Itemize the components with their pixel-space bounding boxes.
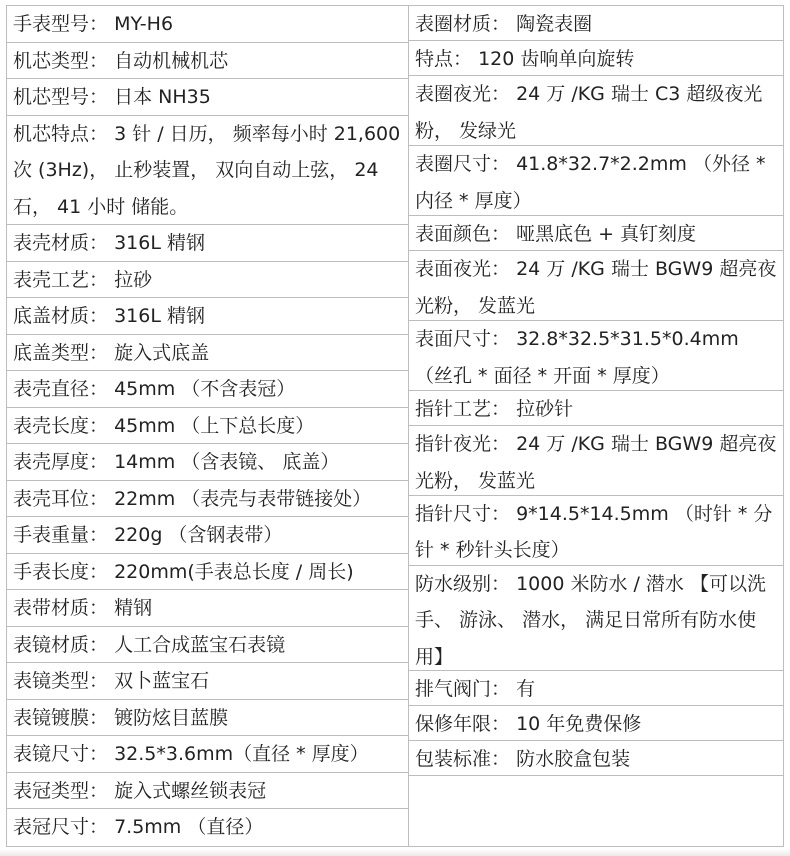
spec-value: 220mm(手表总长度 / 周长) (114, 560, 354, 583)
spec-row (409, 41, 783, 76)
spec-row (7, 43, 408, 80)
spec-value: 45mm （上下总长度） (114, 414, 315, 437)
spec-key: 保修年限： (415, 712, 511, 735)
spec-key: 表带材质： (13, 597, 109, 620)
spec-key: 手表重量： (13, 524, 109, 547)
spec-value: 14mm （含表镜、 底盖） (114, 451, 340, 474)
spec-value: 精钢 (114, 597, 153, 620)
spec-key: 指针工艺： (415, 397, 511, 420)
spec-key: 机芯型号： (13, 86, 109, 109)
spec-row (7, 79, 408, 116)
spec-key: 表壳材质： (13, 232, 109, 255)
spec-value: 32.5*3.6mm（直径 * 厚度） (114, 743, 369, 766)
spec-value: 双卜蓝宝石 (114, 670, 210, 693)
spec-key: 表冠类型： (13, 779, 109, 802)
spec-value: MY-H6 (114, 13, 174, 35)
spec-value: 32.8*32.5*31.5*0.4mm （丝孔 * 面径 * 开面 * 厚度） (415, 328, 739, 387)
spec-value: 陶瓷表圈 (516, 13, 593, 35)
spec-row (7, 116, 408, 226)
spec-value: 1000 米防水 / 潜水 【可以洗手、 游泳、 潜水， 满足日常所有防水使用】 (415, 572, 766, 668)
spec-key: 表壳耳位： (13, 487, 109, 510)
spec-row (7, 225, 408, 262)
spec-value: 镀防炫目蓝膜 (114, 706, 229, 729)
spec-value: 45mm （不含表冠） (114, 378, 296, 401)
spec-value: 拉砂 (114, 268, 153, 291)
spec-key: 表圈材质： (415, 13, 511, 35)
spec-key: 指针尺寸： (415, 502, 511, 525)
spec-key: 表圈夜光： (415, 83, 511, 106)
spec-value: 旋入式底盖 (114, 341, 210, 364)
spec-row (409, 426, 783, 496)
spec-value: 10 年免费保修 (516, 712, 642, 735)
spec-key: 底盖类型： (13, 341, 109, 364)
spec-key: 包装标准： (415, 747, 511, 770)
spec-value: 旋入式螺丝锁表冠 (114, 779, 267, 802)
spec-key: 表冠尺寸： (13, 816, 109, 839)
spec-value: 24 万 /KG 瑞士 BGW9 超亮夜光粉， 发蓝光 (415, 258, 777, 317)
spec-value: 41.8*32.7*2.2mm （外径 * 内径 * 厚度） (415, 153, 766, 212)
spec-key: 底盖材质： (13, 305, 109, 328)
spec-key: 表镜尺寸： (13, 743, 109, 766)
spec-row (7, 6, 408, 43)
spec-row (7, 590, 408, 627)
spec-key: 表壳工艺： (13, 268, 109, 291)
spec-row (409, 216, 783, 251)
spec-key: 机芯类型： (13, 49, 109, 72)
spec-row (409, 76, 783, 146)
spec-key: 表壳直径： (13, 378, 109, 401)
spec-column-right (409, 6, 783, 846)
spec-key: 表镜材质： (13, 633, 109, 656)
spec-row (7, 262, 408, 299)
spec-value: 日本 NH35 (114, 86, 211, 109)
spec-row (7, 444, 408, 481)
spec-column-left (7, 6, 409, 846)
spec-row (409, 496, 783, 566)
spec-row (7, 773, 408, 810)
spec-key: 表面颜色： (415, 223, 511, 245)
spec-key: 表壳长度： (13, 414, 109, 437)
spec-row-empty (409, 776, 783, 846)
spec-row (7, 736, 408, 773)
spec-value: 哑黑底色 + 真钉刻度 (516, 223, 697, 245)
spec-key: 表面夜光： (415, 258, 511, 281)
spec-key: 排气阀门： (415, 677, 511, 700)
spec-value: 24 万 /KG 瑞士 BGW9 超亮夜光粉， 发蓝光 (415, 433, 777, 492)
spec-key: 表镜类型： (13, 670, 109, 693)
spec-value: 自动机械机芯 (114, 49, 229, 72)
spec-value: 220g （含钢表带） (114, 524, 283, 547)
spec-value: 316L 精钢 (114, 232, 205, 255)
spec-row (409, 6, 783, 41)
spec-row (409, 706, 783, 741)
spec-row (409, 251, 783, 321)
bottom-edge-shadow (0, 849, 790, 856)
spec-row (409, 146, 783, 216)
spec-key: 防水级别： (415, 572, 511, 595)
spec-key: 特点： (415, 48, 473, 71)
spec-key: 表镜镀膜： (13, 706, 109, 729)
spec-value: 防水胶盒包装 (516, 747, 631, 770)
spec-value: 22mm （表壳与表带链接处） (114, 487, 372, 510)
spec-value: 有 (516, 677, 536, 700)
spec-row (7, 298, 408, 335)
spec-key: 表壳厚度： (13, 451, 109, 474)
spec-value: 24 万 /KG 瑞士 C3 超级夜光粉， 发绿光 (415, 83, 763, 142)
spec-key: 指针夜光： (415, 433, 511, 455)
spec-row (409, 321, 783, 391)
spec-row (409, 671, 783, 706)
spec-value: 316L 精钢 (114, 305, 205, 328)
spec-table (6, 5, 784, 847)
spec-row (7, 627, 408, 664)
spec-value: 3 针 / 日历， 频率每小时 21,600 次 (3Hz)， 止秒装置， 双向自动上弦， 24 石， 41 小时 储能。 (13, 122, 401, 218)
spec-row (7, 809, 408, 846)
spec-row (7, 408, 408, 445)
spec-row (7, 481, 408, 518)
spec-row (7, 700, 408, 737)
spec-row (7, 335, 408, 372)
spec-key: 手表长度： (13, 560, 109, 583)
spec-row (409, 741, 783, 776)
spec-value: 9*14.5*14.5mm （时针 * 分针 * 秒针头长度） (415, 502, 773, 562)
spec-row (7, 517, 408, 554)
spec-row (7, 554, 408, 591)
spec-row (7, 663, 408, 700)
spec-value: 人工合成蓝宝石表镜 (114, 633, 286, 656)
spec-row (409, 566, 783, 671)
spec-key: 机芯特点： (13, 122, 109, 145)
spec-value: 7.5mm （直径） (114, 816, 264, 839)
spec-key: 表圈尺寸： (415, 153, 511, 176)
spec-row (7, 371, 408, 408)
spec-key: 表面尺寸： (415, 328, 511, 350)
spec-key: 手表型号： (13, 13, 109, 35)
spec-row (409, 391, 783, 426)
spec-value: 120 齿响单向旋转 (478, 48, 635, 71)
spec-value: 拉砂针 (516, 397, 574, 420)
